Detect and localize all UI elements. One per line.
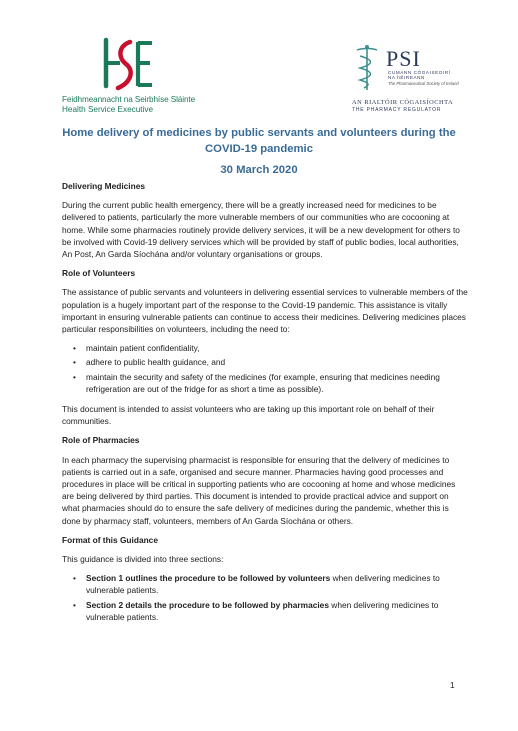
- psi-regulator-irish: AN RIALTÓIR CÓGAISÍOCHTA: [352, 99, 454, 106]
- list-item-bold-text: Section 2 details the procedure to be followed by pharmacies: [86, 599, 329, 610]
- list-item: [62, 599, 468, 623]
- list-item: [62, 371, 468, 395]
- document-title-line2: COVID-19 pandemic: [205, 143, 313, 155]
- list-item-text: maintain patient confidentiality,: [86, 343, 200, 354]
- list-item-text: adhere to public health guidance, and: [86, 357, 226, 368]
- bullet-icon: •: [73, 343, 76, 354]
- hse-logo: [62, 36, 202, 114]
- psi-logo: [352, 44, 462, 120]
- volunteer-responsibilities-list: [62, 342, 468, 395]
- list-item: [62, 572, 468, 596]
- bullet-icon: •: [73, 371, 76, 382]
- document-title-line1: Home delivery of medicines by public servants and volunteers during the: [62, 127, 456, 139]
- psi-caduceus-icon: [352, 44, 382, 92]
- bullet-icon: •: [73, 357, 76, 368]
- bullet-icon: •: [73, 573, 76, 584]
- hse-logo-mark: [96, 36, 156, 92]
- list-item: [62, 356, 468, 368]
- page-number: 1: [450, 680, 455, 690]
- guidance-sections-list: [62, 572, 468, 623]
- psi-irish-line2: NA hÉIREANN: [388, 75, 425, 80]
- heading-role-of-pharmacies: Role of Pharmacies: [62, 435, 140, 446]
- heading-role-of-volunteers: Role of Volunteers: [62, 268, 136, 279]
- hse-irish-name: Feidhmeannacht na Seirbhíse Sláinte: [62, 95, 196, 104]
- list-item-text: when delivering medicines to vulnerable patients.: [86, 599, 439, 622]
- list-item-text: maintain the security and safety of the medicines (for example, ensuring that medicines needing refrigeration are out of the fridge for as short a time as possible).: [86, 371, 440, 394]
- psi-english-name: The Pharmaceutical Society of Ireland: [388, 81, 459, 86]
- paragraph-role-of-volunteers: The assistance of public servants and volunteers in delivering essential services to vulnerable members of the population is a hugely important part of the response to the Covid-19 pandemic. This assistance is vitally important in ensuring vulnerable patients can continue to access their medicines. Delivering medicines places particular responsibilities on volunteers, including the need to:: [62, 287, 468, 335]
- heading-delivering-medicines: Delivering Medicines: [62, 181, 146, 191]
- psi-irish-line1: CUMANN CÓGAISEOIRÍ: [388, 70, 451, 75]
- list-item-text: when delivering medicines to vulnerable patients.: [86, 573, 440, 596]
- bullet-icon: •: [73, 599, 76, 610]
- paragraph-format-of-guidance: This guidance is divided into three sections:: [62, 554, 224, 565]
- list-item-bold-text: Section 1 outlines the procedure to be followed by volunteers: [86, 573, 331, 584]
- document-body: [62, 180, 468, 631]
- psi-wordmark: PSI: [386, 46, 421, 71]
- heading-format-of-guidance: Format of this Guidance: [62, 534, 158, 545]
- list-item: [62, 342, 468, 354]
- paragraph-volunteers-closing: This document is intended to assist volunteers who are taking up this important role on behalf of their communities.: [62, 404, 435, 427]
- paragraph-role-of-pharmacies: In each pharmacy the supervising pharmacist is responsible for ensuring that the delivery of medicines to patients is carried out in a safe, organised and secure manner. Pharmacies having good processes and procedures in place will be critical in supporting patients who are cocooning at home and whose medicines are being delivered by third parties. This document is intended to provide practical advice and support on what pharmacies should do to ensure the safe delivery of medicines during the pandemic, whether this is done by pharmacy staff, volunteers, members of An Garda Síochána or others.: [62, 454, 456, 526]
- hse-english-name: Health Service Executive: [62, 105, 154, 114]
- document-date: 30 March 2020: [220, 164, 298, 176]
- psi-regulator-english: THE PHARMACY REGULATOR: [352, 107, 442, 113]
- paragraph-delivering-medicines: During the current public health emergency, there will be a greatly increased need for medicines to be delivered to patients, particularly the more vulnerable members of our communities who are cocooning at home. While some pharmacies routinely provide delivery services, it will be a new development for others to be involved with Covid-19 delivery services which will be provided by staff of public bodies, local authorities, An Post, An Garda Síochána and/or voluntary organisations or groups.: [62, 200, 460, 260]
